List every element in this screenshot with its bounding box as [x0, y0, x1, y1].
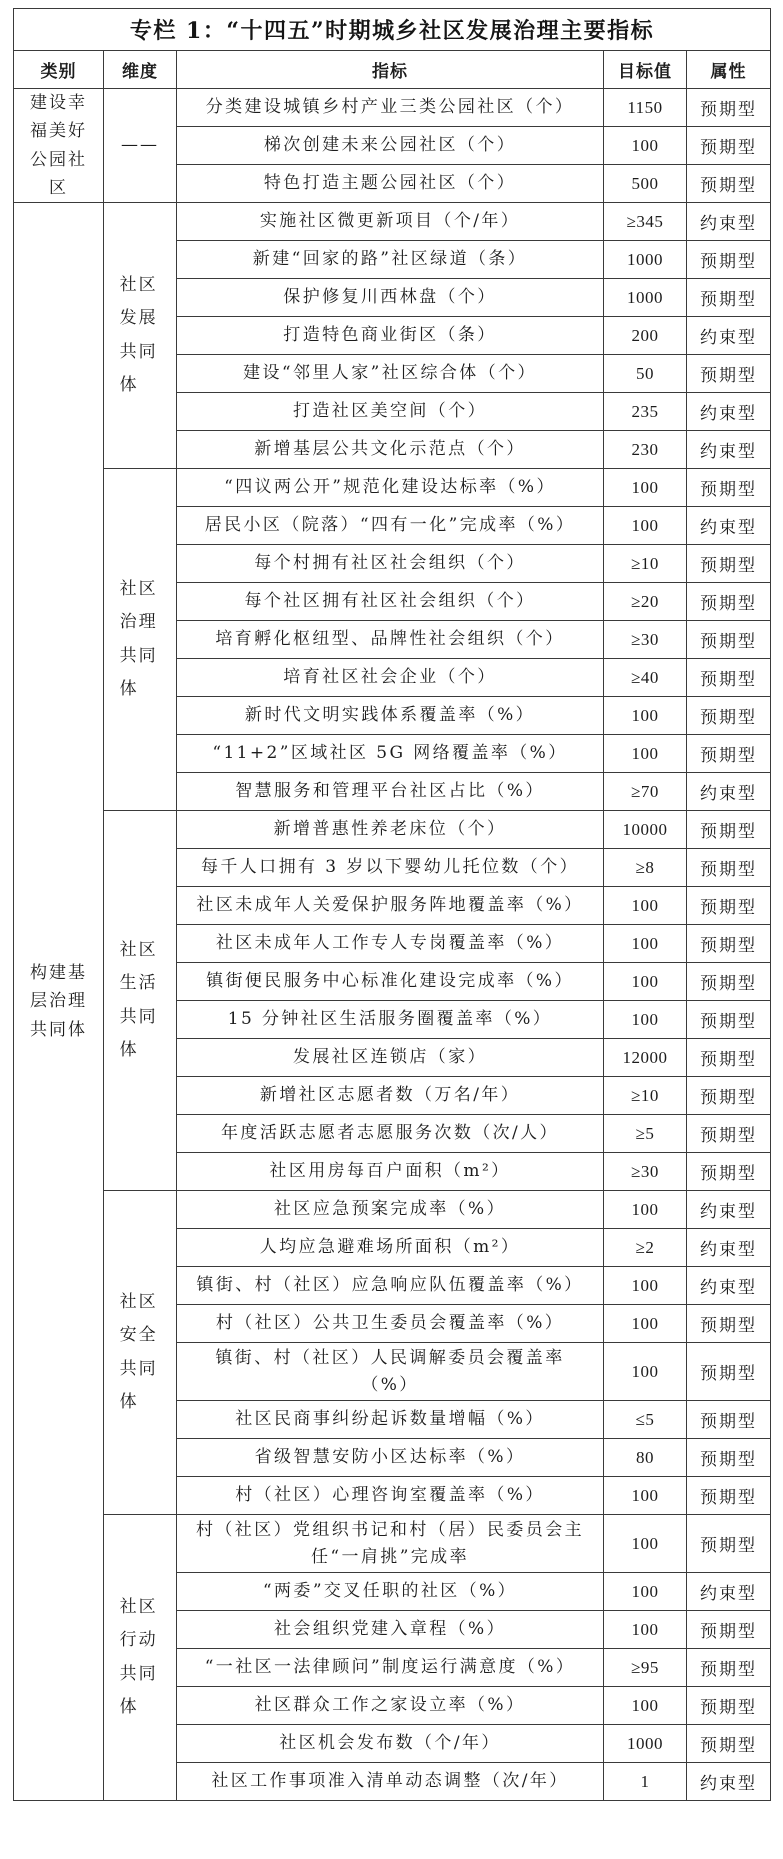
- attribute-cell: 预期型: [687, 1077, 771, 1115]
- attribute-cell: 预期型: [687, 1687, 771, 1725]
- dimension-label: 社区行动共同体: [119, 1597, 158, 1717]
- attribute-cell: 预期型: [687, 355, 771, 393]
- attribute-cell: 约束型: [687, 317, 771, 355]
- target-value-cell: 100: [604, 1267, 687, 1305]
- dimension-cell: [104, 811, 177, 1191]
- indicator-cell: 发展社区连锁店（家）: [177, 1039, 604, 1077]
- attribute-cell: 预期型: [687, 1477, 771, 1515]
- target-value-cell: 100: [604, 1687, 687, 1725]
- target-value-cell: ≥10: [604, 545, 687, 583]
- target-value-cell: ≥2: [604, 1229, 687, 1267]
- header-category: 类别: [14, 51, 104, 89]
- indicator-cell: 村（社区）公共卫生委员会覆盖率（%）: [177, 1305, 604, 1343]
- attribute-cell: 约束型: [687, 1573, 771, 1611]
- target-value-cell: 100: [604, 735, 687, 773]
- indicator-cell: “11+2”区域社区 5G 网络覆盖率（%）: [177, 735, 604, 773]
- attribute-cell: 约束型: [687, 393, 771, 431]
- attribute-cell: 预期型: [687, 89, 771, 127]
- target-value-cell: ≥10: [604, 1077, 687, 1115]
- indicator-cell: 分类建设城镇乡村产业三类公园社区（个）: [177, 89, 604, 127]
- indicator-cell: 社区未成年人关爱保护服务阵地覆盖率（%）: [177, 887, 604, 925]
- indicator-table: [13, 8, 771, 1801]
- indicator-cell: “一社区一法律顾问”制度运行满意度（%）: [177, 1649, 604, 1687]
- target-value-cell: 500: [604, 165, 687, 203]
- dimension-label: 社区发展共同体: [119, 275, 158, 395]
- attribute-cell: 预期型: [687, 849, 771, 887]
- indicator-cell: 打造特色商业街区（条）: [177, 317, 604, 355]
- indicator-cell: 社区工作事项准入清单动态调整（次/年）: [177, 1763, 604, 1801]
- indicator-cell: 新增普惠性养老床位（个）: [177, 811, 604, 849]
- header-row: [14, 51, 771, 89]
- indicator-cell: “四议两公开”规范化建设达标率（%）: [177, 469, 604, 507]
- attribute-cell: 约束型: [687, 203, 771, 241]
- attribute-cell: 预期型: [687, 887, 771, 925]
- dimension-cell: [104, 203, 177, 469]
- indicator-cell: “两委”交叉任职的社区（%）: [177, 1573, 604, 1611]
- indicator-cell: 建设“邻里人家”社区综合体（个）: [177, 355, 604, 393]
- indicator-cell: 智慧服务和管理平台社区占比（%）: [177, 773, 604, 811]
- indicator-cell: 新时代文明实践体系覆盖率（%）: [177, 697, 604, 735]
- target-value-cell: ≥30: [604, 1153, 687, 1191]
- target-value-cell: 100: [604, 1515, 687, 1573]
- target-value-cell: 100: [604, 469, 687, 507]
- target-value-cell: 100: [604, 1611, 687, 1649]
- target-value-cell: 12000: [604, 1039, 687, 1077]
- attribute-cell: 预期型: [687, 735, 771, 773]
- target-value-cell: 50: [604, 355, 687, 393]
- target-value-cell: ≥8: [604, 849, 687, 887]
- dimension-cell: [104, 469, 177, 811]
- target-value-cell: ≤5: [604, 1401, 687, 1439]
- target-value-cell: 230: [604, 431, 687, 469]
- indicator-cell: 人均应急避难场所面积（m²）: [177, 1229, 604, 1267]
- attribute-cell: 约束型: [687, 773, 771, 811]
- attribute-cell: 预期型: [687, 659, 771, 697]
- target-value-cell: 100: [604, 127, 687, 165]
- dimension-label: ——: [120, 134, 160, 155]
- attribute-cell: 约束型: [687, 1267, 771, 1305]
- table-title: 专栏 1：“十四五”时期城乡社区发展治理主要指标: [14, 9, 771, 51]
- indicator-cell: 社区机会发布数（个/年）: [177, 1725, 604, 1763]
- attribute-cell: 预期型: [687, 1515, 771, 1573]
- attribute-cell: 预期型: [687, 1611, 771, 1649]
- target-value-cell: 100: [604, 1573, 687, 1611]
- indicator-cell: 特色打造主题公园社区（个）: [177, 165, 604, 203]
- indicator-cell: 新增社区志愿者数（万名/年）: [177, 1077, 604, 1115]
- indicator-cell: 每千人口拥有 3 岁以下婴幼儿托位数（个）: [177, 849, 604, 887]
- indicator-cell: 培育社区社会企业（个）: [177, 659, 604, 697]
- target-value-cell: 1000: [604, 279, 687, 317]
- target-value-cell: 100: [604, 887, 687, 925]
- attribute-cell: 预期型: [687, 1305, 771, 1343]
- indicator-cell: 打造社区美空间（个）: [177, 393, 604, 431]
- attribute-cell: 约束型: [687, 1229, 771, 1267]
- dimension-cell: [104, 1191, 177, 1515]
- attribute-cell: 预期型: [687, 811, 771, 849]
- attribute-cell: 预期型: [687, 1343, 771, 1401]
- indicator-cell: 每个社区拥有社区社会组织（个）: [177, 583, 604, 621]
- indicator-cell: 新增基层公共文化示范点（个）: [177, 431, 604, 469]
- target-value-cell: 1000: [604, 1725, 687, 1763]
- header-dimension: 维度: [104, 51, 177, 89]
- target-value-cell: ≥345: [604, 203, 687, 241]
- indicator-cell: 省级智慧安防小区达标率（%）: [177, 1439, 604, 1477]
- indicator-cell: 镇街、村（社区）应急响应队伍覆盖率（%）: [177, 1267, 604, 1305]
- indicator-cell: 15 分钟社区生活服务圈覆盖率（%）: [177, 1001, 604, 1039]
- indicator-cell: 社区应急预案完成率（%）: [177, 1191, 604, 1229]
- target-value-cell: 100: [604, 1001, 687, 1039]
- category-cell: [14, 89, 104, 203]
- indicator-cell: 村（社区）党组织书记和村（居）民委员会主 任“一肩挑”完成率: [177, 1515, 604, 1573]
- header-indicator: 指标: [177, 51, 604, 89]
- indicator-cell: 社会组织党建入章程（%）: [177, 1611, 604, 1649]
- attribute-cell: 预期型: [687, 1039, 771, 1077]
- indicator-cell: 镇街、村（社区）人民调解委员会覆盖率 （%）: [177, 1343, 604, 1401]
- attribute-cell: 预期型: [687, 925, 771, 963]
- attribute-cell: 约束型: [687, 431, 771, 469]
- target-value-cell: 100: [604, 1343, 687, 1401]
- target-value-cell: ≥30: [604, 621, 687, 659]
- target-value-cell: ≥5: [604, 1115, 687, 1153]
- attribute-cell: 约束型: [687, 1763, 771, 1801]
- attribute-cell: 预期型: [687, 1115, 771, 1153]
- target-value-cell: 10000: [604, 811, 687, 849]
- indicator-cell: 社区民商事纠纷起诉数量增幅（%）: [177, 1401, 604, 1439]
- target-value-cell: 1150: [604, 89, 687, 127]
- indicator-cell: 每个村拥有社区社会组织（个）: [177, 545, 604, 583]
- attribute-cell: 预期型: [687, 1439, 771, 1477]
- target-value-cell: 100: [604, 1191, 687, 1229]
- indicator-cell: 新建“回家的路”社区绿道（条）: [177, 241, 604, 279]
- attribute-cell: 预期型: [687, 963, 771, 1001]
- target-value-cell: ≥70: [604, 773, 687, 811]
- target-value-cell: ≥40: [604, 659, 687, 697]
- indicator-cell: 实施社区微更新项目（个/年）: [177, 203, 604, 241]
- indicator-cell: 镇街便民服务中心标准化建设完成率（%）: [177, 963, 604, 1001]
- target-value-cell: 100: [604, 925, 687, 963]
- target-value-cell: 100: [604, 1477, 687, 1515]
- dimension-label: 社区安全共同体: [119, 1292, 158, 1412]
- table-row: [14, 811, 771, 849]
- indicator-cell: 年度活跃志愿者志愿服务次数（次/人）: [177, 1115, 604, 1153]
- indicator-cell: 梯次创建未来公园社区（个）: [177, 127, 604, 165]
- attribute-cell: 预期型: [687, 1001, 771, 1039]
- attribute-cell: 预期型: [687, 165, 771, 203]
- attribute-cell: 预期型: [687, 697, 771, 735]
- indicator-cell: 培育孵化枢纽型、品牌性社会组织（个）: [177, 621, 604, 659]
- category-label: 构建基层治理共同体: [29, 963, 88, 1040]
- attribute-cell: 预期型: [687, 1725, 771, 1763]
- attribute-cell: 预期型: [687, 1153, 771, 1191]
- indicator-cell: 保护修复川西林盘（个）: [177, 279, 604, 317]
- table-row: [14, 203, 771, 241]
- title-row: [14, 9, 771, 51]
- table-body: [14, 89, 771, 1801]
- table-row: [14, 1191, 771, 1229]
- indicator-cell: 社区未成年人工作专人专岗覆盖率（%）: [177, 925, 604, 963]
- target-value-cell: 100: [604, 1305, 687, 1343]
- attribute-cell: 预期型: [687, 127, 771, 165]
- attribute-cell: 约束型: [687, 507, 771, 545]
- target-value-cell: 1: [604, 1763, 687, 1801]
- dimension-cell: [104, 89, 177, 203]
- attribute-cell: 预期型: [687, 1649, 771, 1687]
- attribute-cell: 预期型: [687, 241, 771, 279]
- attribute-cell: 预期型: [687, 469, 771, 507]
- target-value-cell: 1000: [604, 241, 687, 279]
- header-target: 目标值: [604, 51, 687, 89]
- indicator-cell: 社区群众工作之家设立率（%）: [177, 1687, 604, 1725]
- table-row: [14, 469, 771, 507]
- header-attribute: 属性: [687, 51, 771, 89]
- target-value-cell: 200: [604, 317, 687, 355]
- attribute-cell: 预期型: [687, 545, 771, 583]
- attribute-cell: 预期型: [687, 583, 771, 621]
- attribute-cell: 预期型: [687, 621, 771, 659]
- dimension-label: 社区治理共同体: [119, 579, 158, 699]
- target-value-cell: 100: [604, 507, 687, 545]
- dimension-cell: [104, 1515, 177, 1801]
- indicator-cell: 村（社区）心理咨询室覆盖率（%）: [177, 1477, 604, 1515]
- table-container: [13, 8, 770, 1801]
- category-label: 建设幸福美好公园社区: [29, 93, 88, 198]
- indicator-cell: 居民小区（院落）“四有一化”完成率（%）: [177, 507, 604, 545]
- target-value-cell: 235: [604, 393, 687, 431]
- target-value-cell: 100: [604, 963, 687, 1001]
- table-row: [14, 1515, 771, 1573]
- target-value-cell: ≥20: [604, 583, 687, 621]
- category-cell: [14, 203, 104, 1801]
- attribute-cell: 预期型: [687, 1401, 771, 1439]
- target-value-cell: 80: [604, 1439, 687, 1477]
- target-value-cell: 100: [604, 697, 687, 735]
- dimension-label: 社区生活共同体: [119, 940, 158, 1060]
- indicator-cell: 社区用房每百户面积（m²）: [177, 1153, 604, 1191]
- target-value-cell: ≥95: [604, 1649, 687, 1687]
- attribute-cell: 约束型: [687, 1191, 771, 1229]
- table-row: [14, 89, 771, 127]
- attribute-cell: 预期型: [687, 279, 771, 317]
